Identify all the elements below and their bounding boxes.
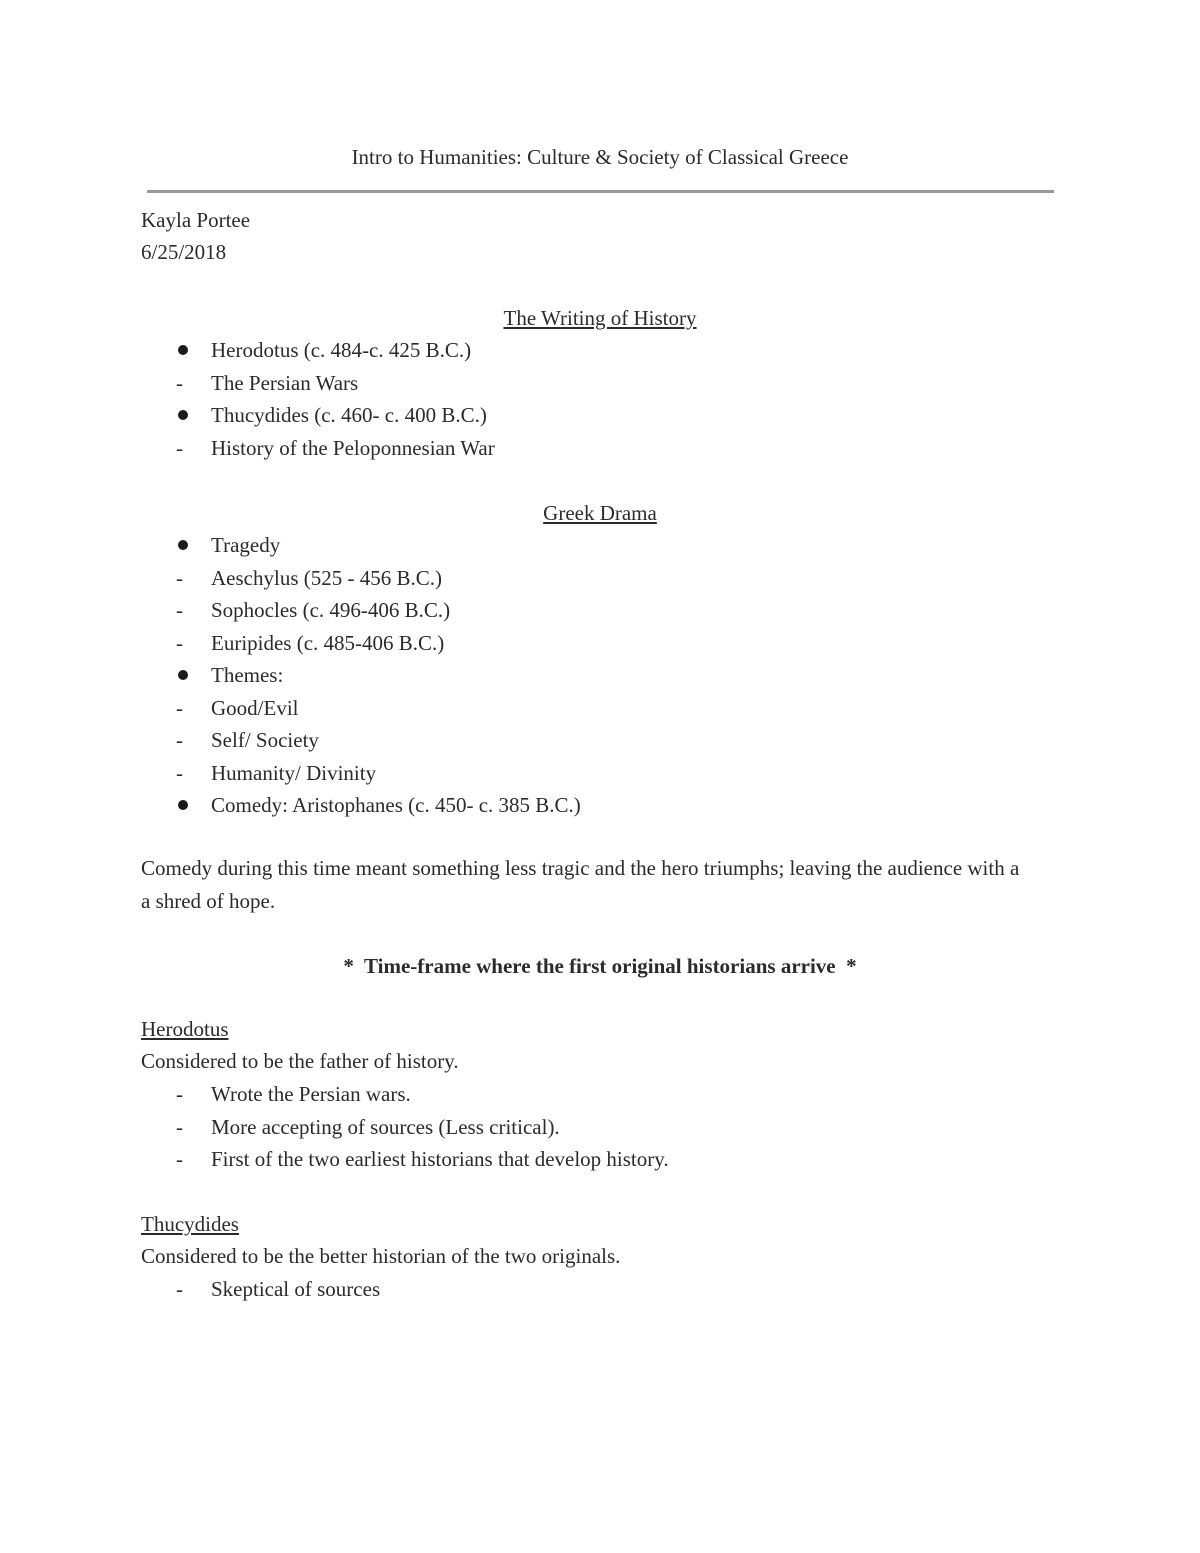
list-item-text: The Persian Wars xyxy=(211,370,359,395)
section-heading-greek-drama xyxy=(0,499,1200,527)
list-item-text: Self/ Society xyxy=(211,728,319,752)
list-item-text: Euripides (c. 485-406 B.C.) xyxy=(211,630,445,655)
bullet-icon xyxy=(178,670,188,680)
dash-marker: - xyxy=(176,598,183,622)
section-heading-text: Greek Drama xyxy=(543,501,657,525)
dash-marker: - xyxy=(176,630,183,655)
dash-marker: - xyxy=(176,1114,183,1139)
herodotus-heading: Herodotus xyxy=(141,1017,229,1041)
comedy-note-paragraph: Comedy during this time meant something less tragic and the hero triumphs; leaving the audience with a a shred of hope. xyxy=(141,856,1020,913)
dash-marker: - xyxy=(176,1082,183,1106)
bullet-icon xyxy=(178,410,188,420)
list-item-text: First of the two earliest historians that develop history. xyxy=(211,1147,669,1171)
dash-marker: - xyxy=(176,565,183,590)
document-title: Intro to Humanities: Culture & Society of Classical Greece xyxy=(351,145,849,169)
list-item-text: Sophocles (c. 496-406 B.C.) xyxy=(211,598,451,622)
author-name: Kayla Portee xyxy=(141,208,251,232)
dash-marker: - xyxy=(176,728,183,752)
historians-callout: * Time-frame where the first original historians arrive * xyxy=(343,954,857,978)
bullet-icon xyxy=(178,540,188,550)
dash-marker: - xyxy=(176,435,183,460)
document-date: 6/25/2018 xyxy=(141,240,227,264)
thucydides-heading: Thucydides xyxy=(141,1212,239,1236)
section-heading-text: The Writing of History xyxy=(503,306,697,330)
list-item-text: Themes: xyxy=(211,663,284,687)
dash-marker: - xyxy=(176,760,183,785)
list-item-text: More accepting of sources (Less critical). xyxy=(211,1114,560,1139)
title-divider xyxy=(147,190,1054,193)
list-item-text: Good/Evil xyxy=(211,695,299,720)
list-item-text: Humanity/ Divinity xyxy=(211,760,377,785)
bullet-icon xyxy=(178,800,188,810)
list-item-text: Skeptical of sources xyxy=(211,1277,381,1301)
list-item-text: Thucydides (c. 460- c. 400 B.C.) xyxy=(211,403,487,427)
dash-marker: - xyxy=(176,370,183,395)
herodotus-summary: Considered to be the father of history. xyxy=(141,1049,459,1073)
thucydides-summary: Considered to be the better historian of the two originals. xyxy=(141,1244,621,1268)
list-item-text: Aeschylus (525 - 456 B.C.) xyxy=(211,565,442,590)
dash-marker: - xyxy=(176,1277,183,1301)
list-item-text: Tragedy xyxy=(211,533,281,557)
dash-marker: - xyxy=(176,695,183,720)
list-item-text: Wrote the Persian wars. xyxy=(211,1082,411,1106)
list-item-text: Herodotus (c. 484-c. 425 B.C.) xyxy=(211,338,472,362)
list-item-text: Comedy: Aristophanes (c. 450- c. 385 B.C.) xyxy=(211,793,581,817)
dash-marker: - xyxy=(176,1147,183,1171)
bullet-icon xyxy=(178,345,188,355)
list-item-text: History of the Peloponnesian War xyxy=(211,435,495,460)
section-heading-writing-of-history xyxy=(0,304,1200,332)
